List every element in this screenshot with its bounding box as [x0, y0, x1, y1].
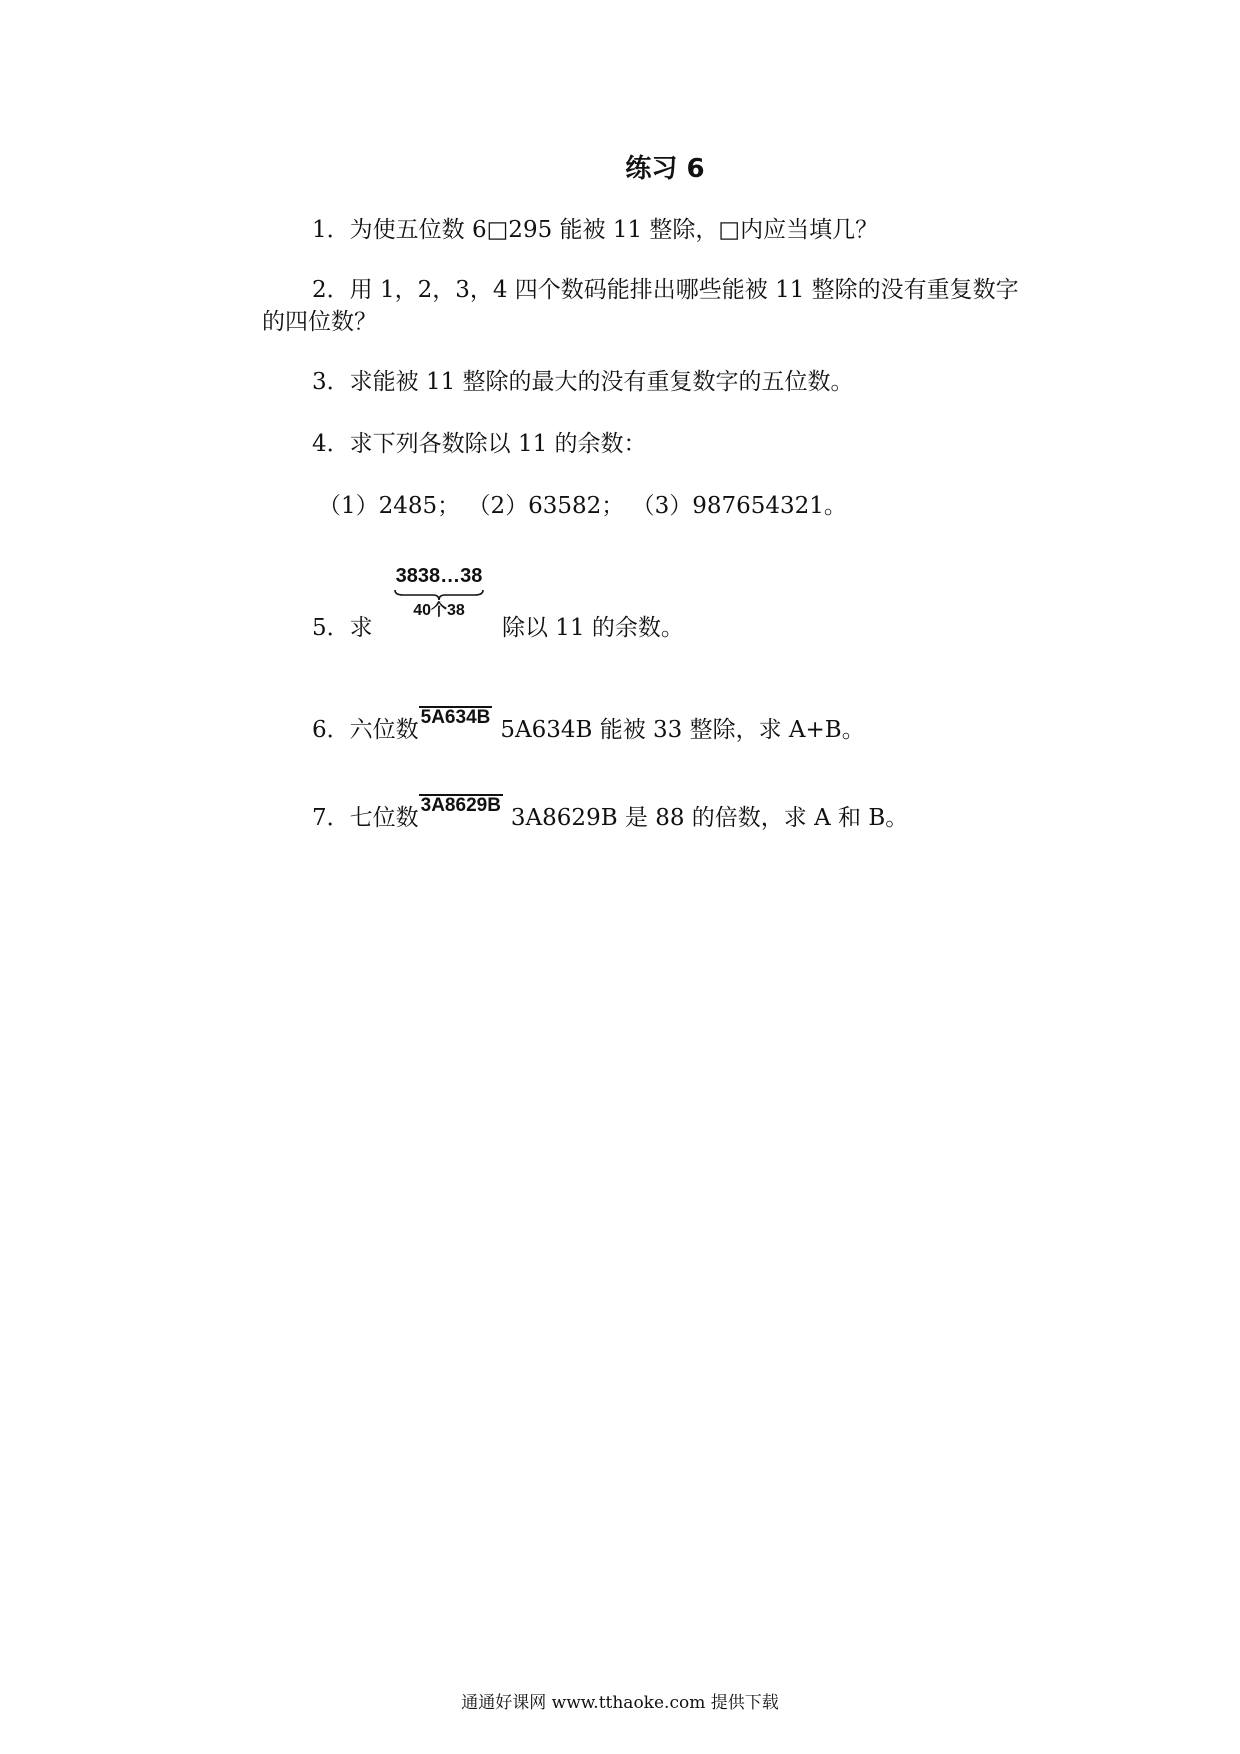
question-7-prefix: 7．七位数	[312, 805, 419, 831]
page-footer: 通通好课网 www.tthaoke.com 提供下载	[461, 1693, 779, 1713]
question-7-suffix: 3A8629B 是 88 的倍数，求 A 和 B。	[510, 805, 909, 831]
question-7	[312, 794, 908, 834]
question-1: 1．为使五位数 6□295 能被 11 整除，□内应当填几？	[312, 217, 879, 243]
overline-number-5a634b: 5A634B	[420, 707, 491, 728]
overline-number-3a8629b: 3A8629B	[420, 795, 501, 816]
question-6-prefix: 6．六位数	[312, 717, 419, 743]
page-title: 练习 6	[625, 154, 705, 184]
question-6-suffix: 5A634B 能被 33 整除，求 A+B。	[500, 717, 865, 743]
brace-expression	[384, 564, 494, 620]
question-6	[312, 706, 865, 746]
question-5-prefix: 5．求	[312, 615, 373, 641]
question-4: 4．求下列各数除以 11 的余数：	[312, 431, 647, 457]
question-2-line-2: 的四位数？	[262, 309, 377, 335]
question-4-parts: （1）2485； （2）63582； （3）987654321。	[318, 493, 847, 519]
brace-expression-top: 3838…38	[395, 565, 483, 587]
question-5-suffix: 除以 11 的余数。	[502, 615, 684, 641]
question-2-line-1: 2．用 1，2，3，4 四个数码能排出哪些能被 11 整除的没有重复数字	[312, 277, 1019, 303]
question-3: 3．求能被 11 整除的最大的没有重复数字的五位数。	[312, 369, 854, 395]
underbrace-icon	[393, 588, 485, 602]
brace-expression-bottom: 40个38	[413, 602, 465, 619]
